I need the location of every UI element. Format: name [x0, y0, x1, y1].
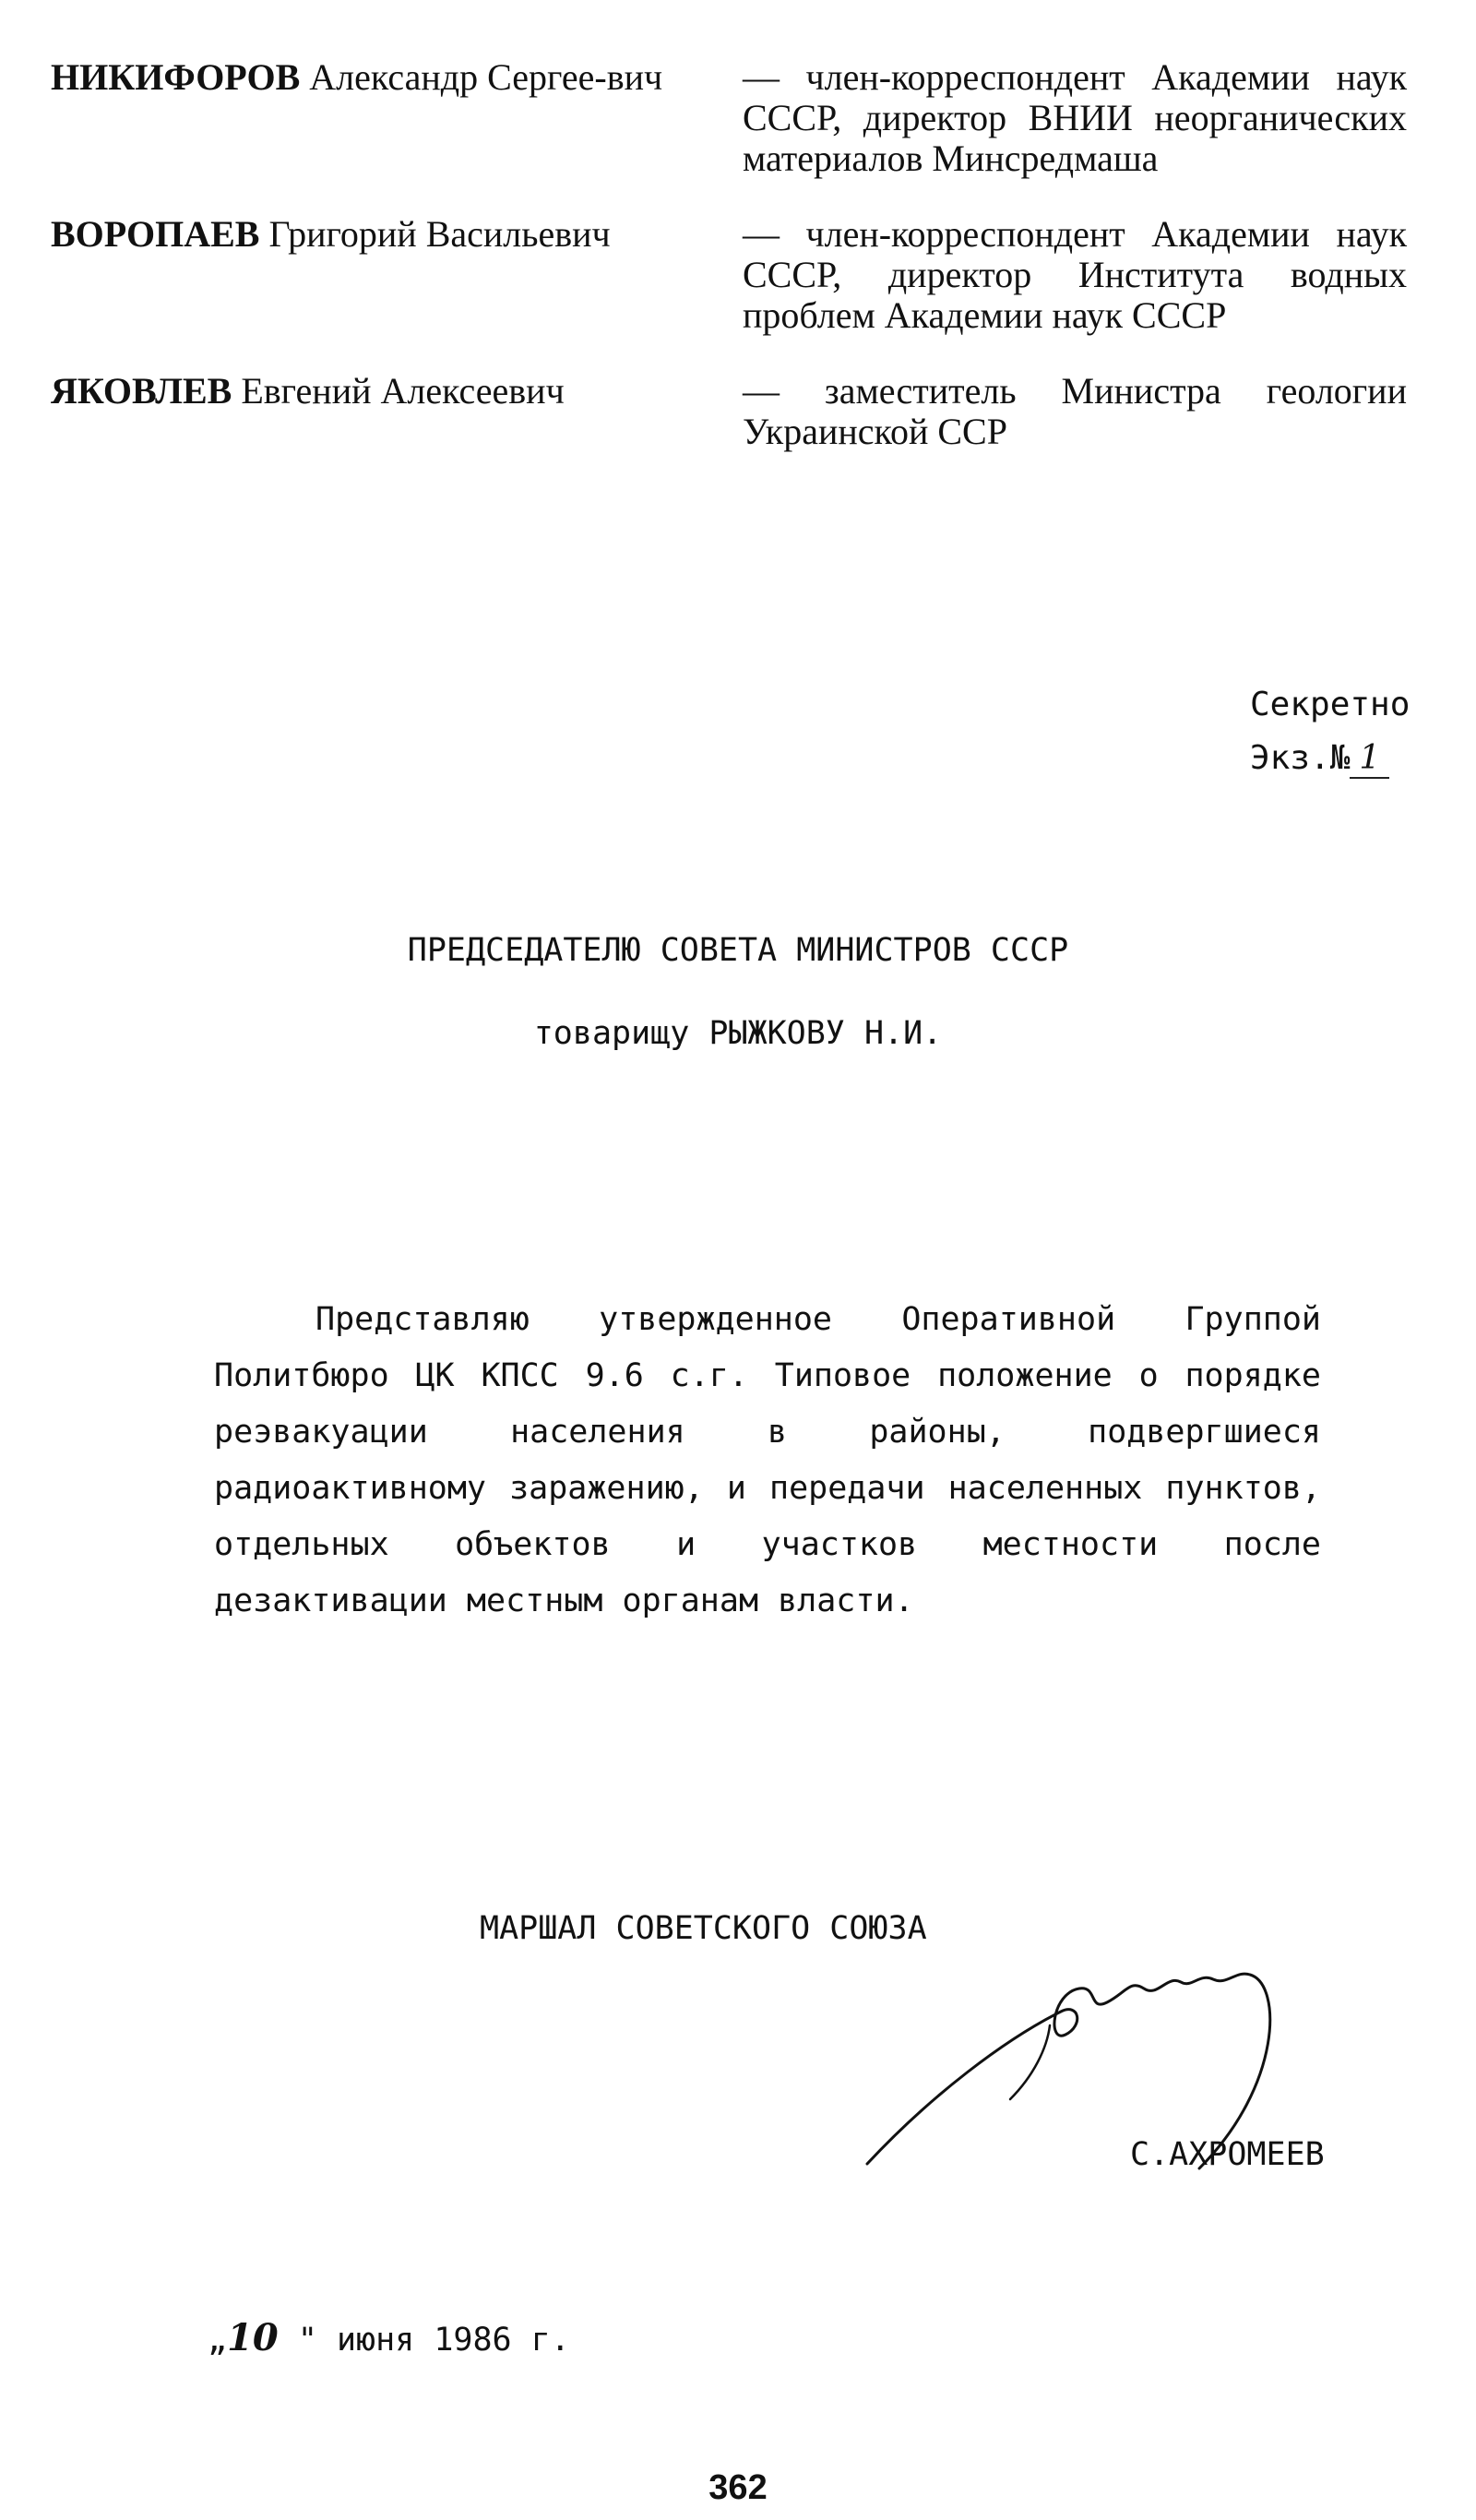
signatory-name: С.АХРОМЕЕВ — [1130, 2136, 1325, 2173]
classification-label: Секретно — [1250, 686, 1411, 723]
member-role: — заместитель Министра геологии Украинской ССР — [743, 370, 1407, 452]
copy-number: 1 — [1350, 739, 1389, 779]
member-name — [51, 57, 743, 179]
copy-number-line — [1250, 732, 1410, 785]
member-given-name: Григорий Васильевич — [268, 213, 611, 255]
member-roster — [51, 57, 1444, 487]
member-entry — [51, 371, 1444, 452]
document-date: „10 " июня 1986 г. — [208, 2316, 570, 2359]
date-day: 10 — [227, 2316, 279, 2359]
member-role: — член-корреспондент Академии наук СССР, директор ВНИИ неорганических материалов Минсредмаша — [743, 56, 1407, 179]
signatory-title: МАРШАЛ СОВЕТСКОГО СОЮЗА — [480, 1910, 927, 1947]
copy-label: Экз.№ — [1250, 739, 1351, 777]
member-name — [51, 371, 743, 452]
addressee-name: товарищу РЫЖКОВУ Н.И. — [533, 1015, 943, 1052]
page-number: 362 — [708, 2468, 768, 2507]
member-surname: ЯКОВЛЕВ — [51, 370, 232, 412]
member-surname: ВОРОПАЕВ — [51, 213, 260, 255]
member-entry — [51, 214, 1444, 336]
member-surname: НИКИФОРОВ — [51, 56, 301, 98]
member-given-name: Александр Сергее-вич — [309, 56, 663, 98]
secrecy-mark — [1250, 678, 1410, 785]
letter-body: Представляю утвержденное Оперативной Группой Политбюро ЦК КПСС 9.6 с.г. Типовое положение о порядке реэвакуации населения в районы, подвергшиеся радиоактивному заражению, и передачи населенных пунктов, отдельных объектов и участков местности после дезактивации местным органам власти. — [214, 1301, 1321, 1619]
member-given-name: Евгений Алексеевич — [241, 370, 565, 412]
member-entry — [51, 57, 1444, 179]
member-name — [51, 214, 743, 336]
member-role: — член-корреспондент Академии наук СССР, директор Института водных проблем Академии наук СССР — [743, 213, 1407, 336]
addressee-title: ПРЕДСЕДАТЕЛЮ СОВЕТА МИНИСТРОВ СССР — [407, 932, 1069, 969]
date-month-year: июня 1986 г. — [336, 2322, 570, 2359]
